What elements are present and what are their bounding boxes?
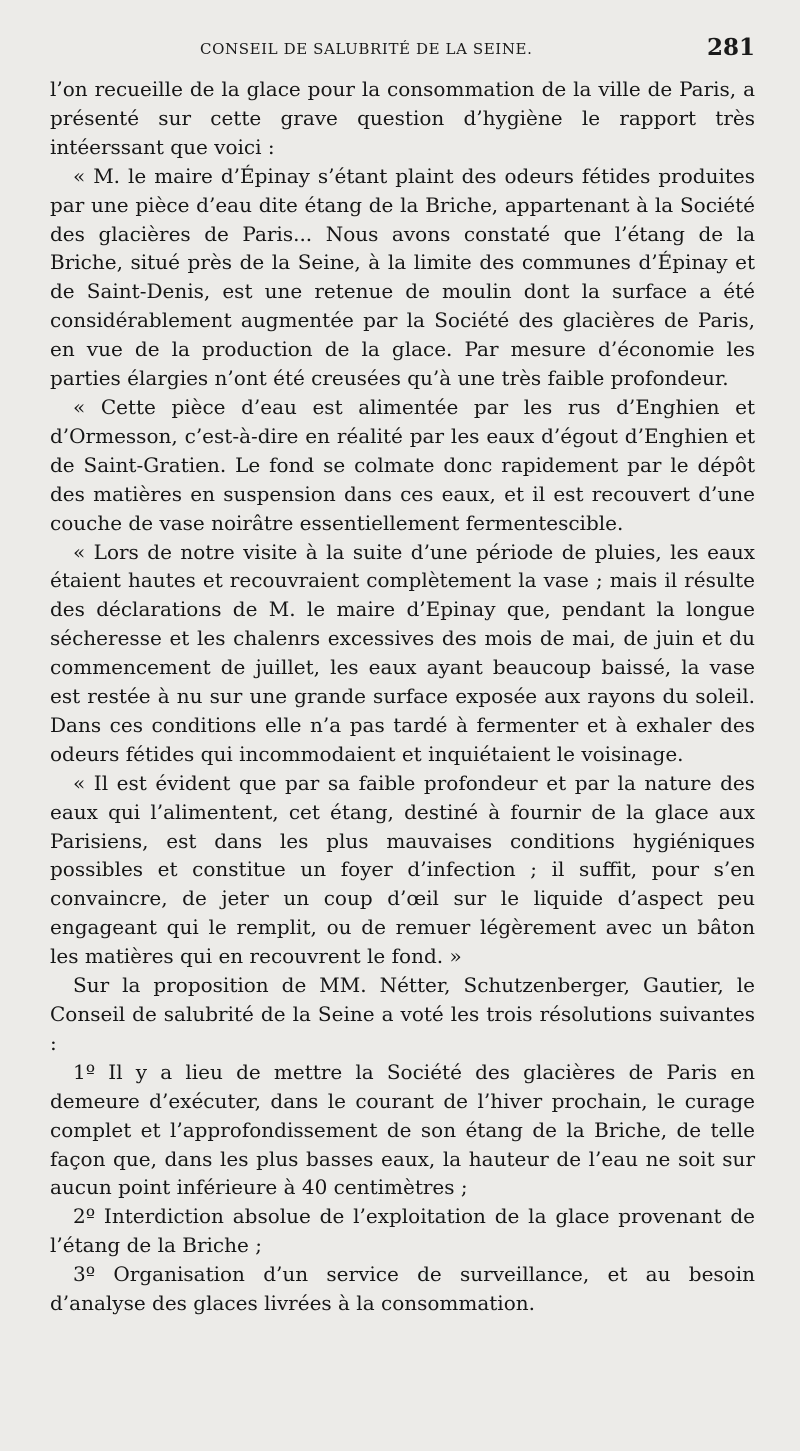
paragraph-quote-water-source: « Cette pièce d’eau est alimentée par les rus d’Enghien et d’Ormesson, c’est-à-dire en réalité par les eaux d’égout d’Enghien et de Saint-Gratien. Le fond se colmate donc rapidement par le dépôt des matières en suspension dans ces eaux, et il est recouvert d’une couche de vase noirâtre essentiellement fermentescible.: [50, 394, 755, 535]
paragraph-proposition: Sur la proposition de MM. Nétter, Schutzenberger, Gautier, le Conseil de salubrité de la Seine a voté les trois résolutions suivantes :: [50, 973, 755, 1055]
resolution-item: 2º Interdiction absolue de l’exploitation de la glace provenant de l’étang de la Briche ;: [50, 1204, 755, 1258]
paragraph-quote-complaint: « M. le maire d’Épinay s’étant plaint des odeurs fétides produites par une pièce d’eau dite étang de la Briche, appartenant à la Société des glacières de Paris... Nous avons constaté que l’étang de la Briche, situé près de la Seine, à la limite des communes d’Épinay et de Saint-Denis, est une retenue de moulin dont la surface a été considérablement augmentée par la Société des glacières de Paris, en vue de la production de la glace. Par mesure d’économie les parties élargies n’ont été creusées qu’à une très faible profondeur.: [50, 163, 755, 391]
body-text: [50, 75, 755, 1318]
paragraph-quote-visit: « Lors de notre visite à la suite d’une période de pluies, les eaux étaient hautes et recouvraient complètement la vase ; mais il résulte des déclarations de M. le maire d’Epinay que, pendant la longue sécheresse et les chalenrs excessives des mois de mai, de juin et du commencement de juillet, les eaux ayant beaucoup baissé, la vase est restée à nu sur une grande surface exposée aux rayons du soleil. Dans ces conditions elle n’a pas tardé à fermenter et à exhaler des odeurs fétides qui incommodaient et inquiétaient le voisinage.: [50, 539, 755, 766]
running-title: CONSEIL DE SALUBRITÉ DE LA SEINE.: [200, 40, 533, 58]
resolution-item: 3º Organisation d’un service de surveillance, et au besoin d’analyse des glaces livrées à la consommation.: [50, 1262, 755, 1316]
paragraph-continuation: l’on recueille de la glace pour la consommation de la ville de Paris, a présenté sur cette grave question d’hygiène le rapport très intéerssant que voici :: [50, 77, 755, 159]
resolution-item: 1º Il y a lieu de mettre la Société des glacières de Paris en demeure d’exécuter, dans le courant de l’hiver prochain, le curage complet et l’approfondissement de son étang de la Briche, de telle façon que, dans les plus basses eaux, la hauteur de l’eau ne soit sur aucun point inférieure à 40 centimètres ;: [50, 1059, 755, 1200]
page-number: 281: [706, 34, 755, 61]
running-head: [50, 34, 755, 74]
paragraph-quote-conclusion: « Il est évident que par sa faible profondeur et par la nature des eaux qui l’alimentent, cet étang, destiné à fournir de la glace aux Parisiens, est dans les plus mauvaises conditions hygiéniques possibles et constitue un foyer d’infection ; il suffit, pour s’en convaincre, de jeter un coup d’œil sur le liquide d’aspect peu engageant qui le remplit, ou de remuer légèrement avec un bâton les matières qui en recouvrent le fond. »: [50, 770, 755, 969]
